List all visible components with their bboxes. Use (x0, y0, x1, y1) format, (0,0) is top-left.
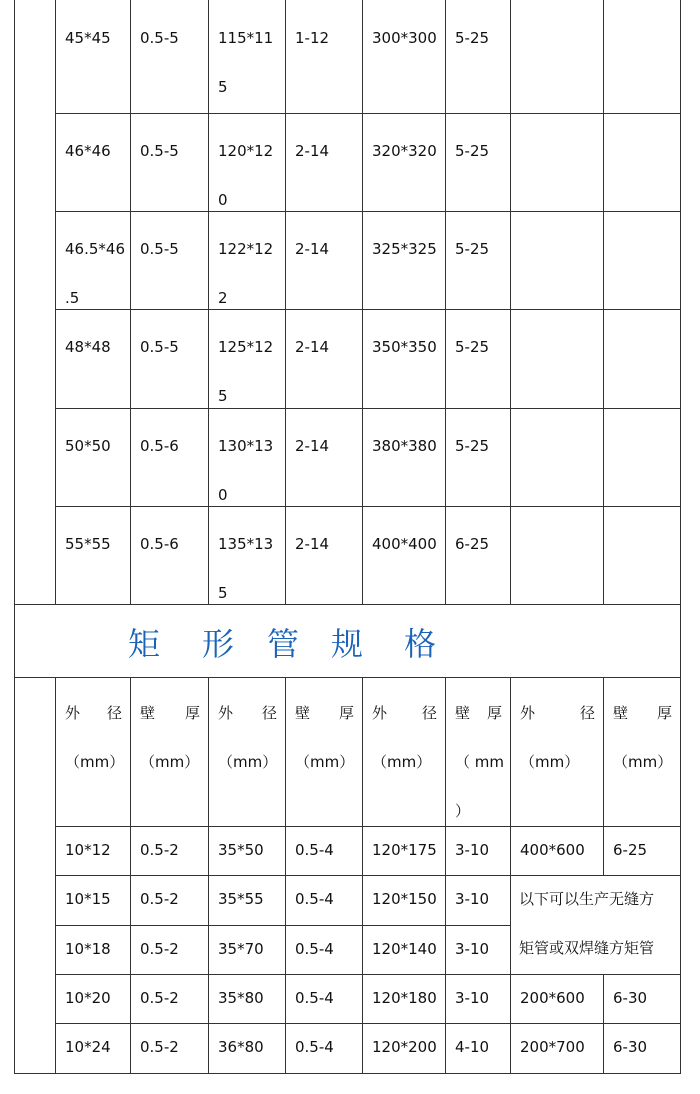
square-cell-c3-line: 5 (218, 387, 228, 405)
square-cell-c2 (140, 520, 179, 569)
square-cell-c4-line: 1-12 (295, 29, 330, 47)
grid-vline (362, 0, 363, 605)
grid-vline (55, 0, 56, 605)
square-cell-c6 (455, 422, 489, 471)
grid-vline (680, 604, 681, 678)
square-cell-c1-line: 50*50 (65, 437, 111, 455)
square-cell-c3 (218, 323, 273, 421)
square-cell-c2-line: 0.5-5 (140, 142, 179, 160)
grid-hline (14, 604, 681, 605)
header-outer-diameter-unit: （mm） (372, 753, 432, 771)
header-wall-thickness (613, 689, 672, 787)
rect-cell-c2 (140, 826, 179, 875)
header-wall-thickness-unit: （mm） (613, 753, 673, 771)
square-cell-c3 (218, 14, 273, 112)
rect-cell-c2-line: 0.5-2 (140, 940, 179, 958)
rect-cell-c2-line: 0.5-2 (140, 1038, 179, 1056)
rect-cell-c2 (140, 1023, 179, 1072)
square-cell-c2 (140, 422, 179, 471)
square-cell-c3-line: 125*12 (218, 338, 274, 356)
square-cell-c3-line: 135*13 (218, 535, 274, 553)
square-cell-c4 (295, 520, 329, 569)
rect-cell-c2-line: 0.5-2 (140, 989, 179, 1007)
grid-hline (55, 506, 681, 507)
square-cell-c1-line: .5 (65, 289, 80, 307)
rect-cell-c6 (455, 974, 489, 1023)
rect-cell-c1 (65, 875, 111, 924)
spec-table (14, 0, 680, 1073)
title-char: 矩 (128, 625, 161, 663)
rect-cell-c5-line: 120*175 (372, 841, 437, 859)
square-cell-c6-line: 5-25 (455, 338, 490, 356)
square-cell-c3-line: 2 (218, 289, 228, 307)
rect-cell-c5-line: 120*200 (372, 1038, 437, 1056)
rect-cell-c6 (455, 875, 489, 924)
square-cell-c2-line: 0.5-6 (140, 535, 179, 553)
rect-cell-c8 (613, 826, 647, 875)
rect-cell-c6-line: 4-10 (455, 1038, 490, 1056)
square-cell-c1 (65, 323, 111, 372)
square-cell-c3-line: 0 (218, 486, 228, 504)
rect-cell-c7 (520, 826, 585, 875)
rect-cell-c6 (455, 826, 489, 875)
section-title-rectangular-tube-specs (14, 605, 680, 677)
rect-cell-c4-line: 0.5-4 (295, 841, 334, 859)
grid-vline (445, 0, 446, 605)
merged-note-line: 矩管或双焊缝方矩管 (519, 939, 655, 957)
square-cell-c6-line: 6-25 (455, 535, 490, 553)
grid-hline (55, 408, 681, 409)
square-cell-c6 (455, 127, 489, 176)
rect-cell-c6 (455, 925, 489, 974)
rect-cell-c3 (218, 875, 264, 924)
rect-cell-c5 (372, 875, 437, 924)
square-cell-c5 (372, 14, 437, 63)
header-outer-diameter-unit: （mm） (218, 753, 278, 771)
square-cell-c3-line: 115*11 (218, 29, 274, 47)
square-cell-c3-line: 0 (218, 191, 228, 209)
square-cell-c3-line: 122*12 (218, 240, 274, 258)
grid-vline (130, 0, 131, 605)
title-char: 格 (404, 625, 437, 663)
square-cell-c2 (140, 323, 179, 372)
header-wall-thickness-unit: ） (455, 802, 471, 820)
square-cell-c4-line: 2-14 (295, 437, 330, 455)
square-cell-c5 (372, 225, 437, 274)
rect-cell-c3-line: 35*70 (218, 940, 264, 958)
square-cell-c1-line: 48*48 (65, 338, 111, 356)
square-cell-c1 (65, 422, 111, 471)
rect-cell-c7-line: 200*600 (520, 989, 585, 1007)
square-cell-c4 (295, 323, 329, 372)
square-cell-c1 (65, 520, 111, 569)
rect-cell-c1-line: 10*20 (65, 989, 111, 1007)
grid-vline (603, 974, 604, 1074)
rect-cell-c8-line: 6-25 (613, 841, 648, 859)
grid-hline (55, 974, 681, 975)
square-cell-c4 (295, 225, 329, 274)
merged-note-line: 以下可以生产无缝方 (519, 890, 655, 908)
square-cell-c6 (455, 14, 489, 63)
square-cell-c6-line: 5-25 (455, 29, 490, 47)
rect-cell-c7 (520, 974, 585, 1023)
square-cell-c4-line: 2-14 (295, 338, 330, 356)
rect-cell-c4-line: 0.5-4 (295, 940, 334, 958)
rect-cell-c4 (295, 974, 334, 1023)
rect-cell-c5 (372, 826, 437, 875)
rect-cell-c5 (372, 1023, 437, 1072)
title-char: 规 (331, 625, 364, 663)
rect-cell-c3 (218, 925, 264, 974)
square-cell-c5 (372, 520, 437, 569)
header-outer-diameter-label: 外 径 (65, 704, 122, 722)
rect-cell-c6-line: 3-10 (455, 841, 490, 859)
square-cell-c1 (65, 127, 111, 176)
rect-cell-c3-line: 35*80 (218, 989, 264, 1007)
rect-cell-c8 (613, 1023, 647, 1072)
rect-cell-c8 (613, 974, 647, 1023)
square-cell-c6 (455, 323, 489, 372)
header-wall-thickness-unit: （mm） (295, 753, 355, 771)
square-cell-c5-line: 300*300 (372, 29, 437, 47)
header-wall-thickness-unit: （ mm (455, 753, 504, 771)
square-cell-c1-line: 55*55 (65, 535, 111, 553)
square-cell-c1-line: 45*45 (65, 29, 111, 47)
header-outer-diameter-label: 外 径 (372, 704, 437, 722)
grid-vline (603, 0, 604, 605)
rect-cell-c4-line: 0.5-4 (295, 890, 334, 908)
rect-cell-c1 (65, 1023, 111, 1072)
grid-hline (55, 309, 681, 310)
grid-vline (603, 677, 604, 876)
header-outer-diameter (372, 689, 437, 787)
rect-cell-c8-line: 6-30 (613, 989, 648, 1007)
square-cell-c5-line: 320*320 (372, 142, 437, 160)
square-cell-c2-line: 0.5-5 (140, 29, 179, 47)
grid-hline (55, 875, 681, 876)
grid-hline (14, 677, 681, 678)
grid-hline (55, 826, 681, 827)
merged-note (519, 875, 654, 973)
square-cell-c6-line: 5-25 (455, 437, 490, 455)
rect-cell-c7-line: 400*600 (520, 841, 585, 859)
header-wall-thickness-label: 壁 厚 (613, 704, 672, 722)
square-cell-c6 (455, 520, 489, 569)
rect-cell-c1-line: 10*24 (65, 1038, 111, 1056)
rect-cell-c5-line: 120*150 (372, 890, 437, 908)
square-cell-c2 (140, 127, 179, 176)
rect-cell-c5 (372, 925, 437, 974)
grid-vline (285, 0, 286, 605)
header-wall-thickness-label: 壁 厚 (295, 704, 354, 722)
header-wall-thickness (140, 689, 200, 787)
header-outer-diameter-label: 外 径 (520, 704, 595, 722)
rect-cell-c2 (140, 925, 179, 974)
rect-cell-c2 (140, 875, 179, 924)
square-cell-c5-line: 325*325 (372, 240, 437, 258)
grid-hline (55, 113, 681, 114)
rect-cell-c5-line: 120*140 (372, 940, 437, 958)
rect-cell-c3 (218, 974, 264, 1023)
grid-vline (510, 0, 511, 605)
square-cell-c4 (295, 127, 329, 176)
header-outer-diameter-unit: （mm） (520, 753, 580, 771)
grid-vline (14, 677, 15, 1074)
grid-hline (55, 925, 511, 926)
square-cell-c4-line: 2-14 (295, 535, 330, 553)
header-outer-diameter-label: 外 径 (218, 704, 277, 722)
rect-cell-c4 (295, 875, 334, 924)
square-cell-c5 (372, 127, 437, 176)
grid-vline (14, 604, 15, 678)
header-wall-thickness (295, 689, 354, 787)
header-outer-diameter (65, 689, 125, 787)
square-cell-c6 (455, 225, 489, 274)
square-cell-c1 (65, 14, 111, 63)
rect-cell-c2 (140, 974, 179, 1023)
rect-cell-c7 (520, 1023, 585, 1072)
rect-cell-c8-line: 6-30 (613, 1038, 648, 1056)
square-cell-c5 (372, 422, 437, 471)
rect-cell-c4-line: 0.5-4 (295, 989, 334, 1007)
rect-cell-c2-line: 0.5-2 (140, 890, 179, 908)
square-cell-c1-line: 46.5*46 (65, 240, 125, 258)
header-outer-diameter (520, 689, 595, 787)
square-cell-c3-line: 5 (218, 584, 228, 602)
square-cell-c5-line: 350*350 (372, 338, 437, 356)
rect-cell-c6-line: 3-10 (455, 940, 490, 958)
rect-cell-c3 (218, 1023, 264, 1072)
square-cell-c6-line: 5-25 (455, 240, 490, 258)
square-cell-c3-line: 120*12 (218, 142, 274, 160)
grid-vline (14, 0, 15, 605)
rect-cell-c1 (65, 826, 111, 875)
square-cell-c2 (140, 14, 179, 63)
grid-hline (14, 1073, 681, 1074)
rect-cell-c3-line: 35*55 (218, 890, 264, 908)
rect-cell-c7-line: 200*700 (520, 1038, 585, 1056)
square-cell-c2-line: 0.5-6 (140, 437, 179, 455)
rect-cell-c3 (218, 826, 264, 875)
header-outer-diameter-unit: （mm） (65, 753, 125, 771)
header-wall-thickness-label: 壁 厚 (455, 704, 502, 722)
header-wall-thickness-unit: （mm） (140, 753, 200, 771)
rect-cell-c5 (372, 974, 437, 1023)
rect-cell-c6-line: 3-10 (455, 890, 490, 908)
rect-cell-c6-line: 3-10 (455, 989, 490, 1007)
rect-cell-c4 (295, 925, 334, 974)
header-wall-thickness (455, 689, 502, 836)
square-cell-c4 (295, 422, 329, 471)
header-outer-diameter (218, 689, 277, 787)
square-cell-c5-line: 400*400 (372, 535, 437, 553)
rect-cell-c4-line: 0.5-4 (295, 1038, 334, 1056)
grid-hline (55, 211, 681, 212)
title-char: 形 (202, 625, 235, 663)
square-cell-c6-line: 5-25 (455, 142, 490, 160)
rect-cell-c3-line: 35*50 (218, 841, 264, 859)
square-cell-c1-line: 46*46 (65, 142, 111, 160)
header-wall-thickness-label: 壁 厚 (140, 704, 200, 722)
grid-vline (680, 0, 681, 605)
rect-cell-c2-line: 0.5-2 (140, 841, 179, 859)
square-cell-c4 (295, 14, 329, 63)
rect-cell-c3-line: 36*80 (218, 1038, 264, 1056)
square-cell-c4-line: 2-14 (295, 142, 330, 160)
square-cell-c2-line: 0.5-5 (140, 338, 179, 356)
rect-cell-c4 (295, 826, 334, 875)
rect-cell-c4 (295, 1023, 334, 1072)
grid-hline (55, 1023, 681, 1024)
rect-cell-c1-line: 10*15 (65, 890, 111, 908)
square-cell-c3-line: 130*13 (218, 437, 274, 455)
square-cell-c2-line: 0.5-5 (140, 240, 179, 258)
square-cell-c4-line: 2-14 (295, 240, 330, 258)
square-cell-c5 (372, 323, 437, 372)
rect-cell-c6 (455, 1023, 489, 1072)
square-cell-c5-line: 380*380 (372, 437, 437, 455)
rect-cell-c1-line: 10*12 (65, 841, 111, 859)
rect-cell-c5-line: 120*180 (372, 989, 437, 1007)
rect-cell-c1-line: 10*18 (65, 940, 111, 958)
square-cell-c2 (140, 225, 179, 274)
grid-vline (208, 0, 209, 605)
square-cell-c3-line: 5 (218, 78, 228, 96)
title-char: 管 (267, 625, 300, 663)
rect-cell-c1 (65, 974, 111, 1023)
rect-cell-c1 (65, 925, 111, 974)
